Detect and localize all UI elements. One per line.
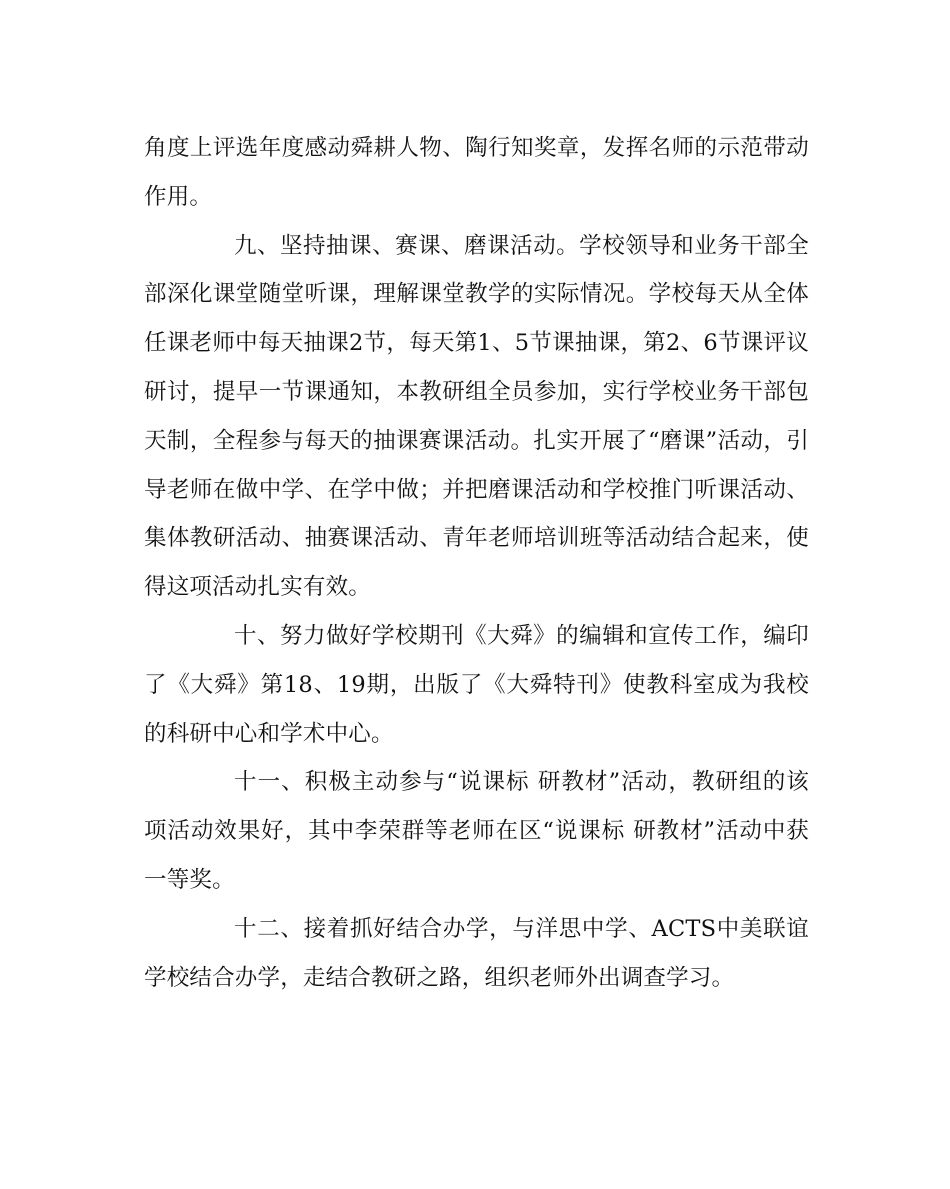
paragraph-2: 九、坚持抽课、赛课、磨课活动。学校领导和业务干部全部深化课堂随堂听课，理解课堂教学的实际情况。学校每天从全体任课老师中每天抽课2节，每天第1、5节课抽课，第2、6节课评议研讨，提早一节课通知，本教研组全员参加，实行学校业务干部包天制，全程参与每天的抽课赛课活动。扎实开展了“磨课”活动，引导老师在做中学、在学中做；并把磨课活动和学校推门听课活动、集体教研活动、抽赛课活动、青年老师培训班等活动结合起来，使得这项活动扎实有效。 <box>144 232 809 601</box>
paragraph-3: 十、努力做好学校期刊《大舜》的编辑和宣传工作，编印了《大舜》第18、19期，出版了《大舜特刊》使教科室成为我校的科研中心和学术中心。 <box>144 622 809 747</box>
paragraph-1: 角度上评选年度感动舜耕人物、陶行知奖章，发挥名师的示范带动作用。 <box>144 135 809 210</box>
document-body <box>144 124 809 1002</box>
paragraph-4: 十一、积极主动参与“说课标 研教材”活动，教研组的该项活动效果好，其中李荣群等老师在区“说课标 研教材”活动中获一等奖。 <box>144 769 809 893</box>
paragraph-5: 十二、接着抓好结合办学，与洋思中学、ACTS中美联谊学校结合办学，走结合教研之路，组织老师外出调查学习。 <box>144 915 809 991</box>
